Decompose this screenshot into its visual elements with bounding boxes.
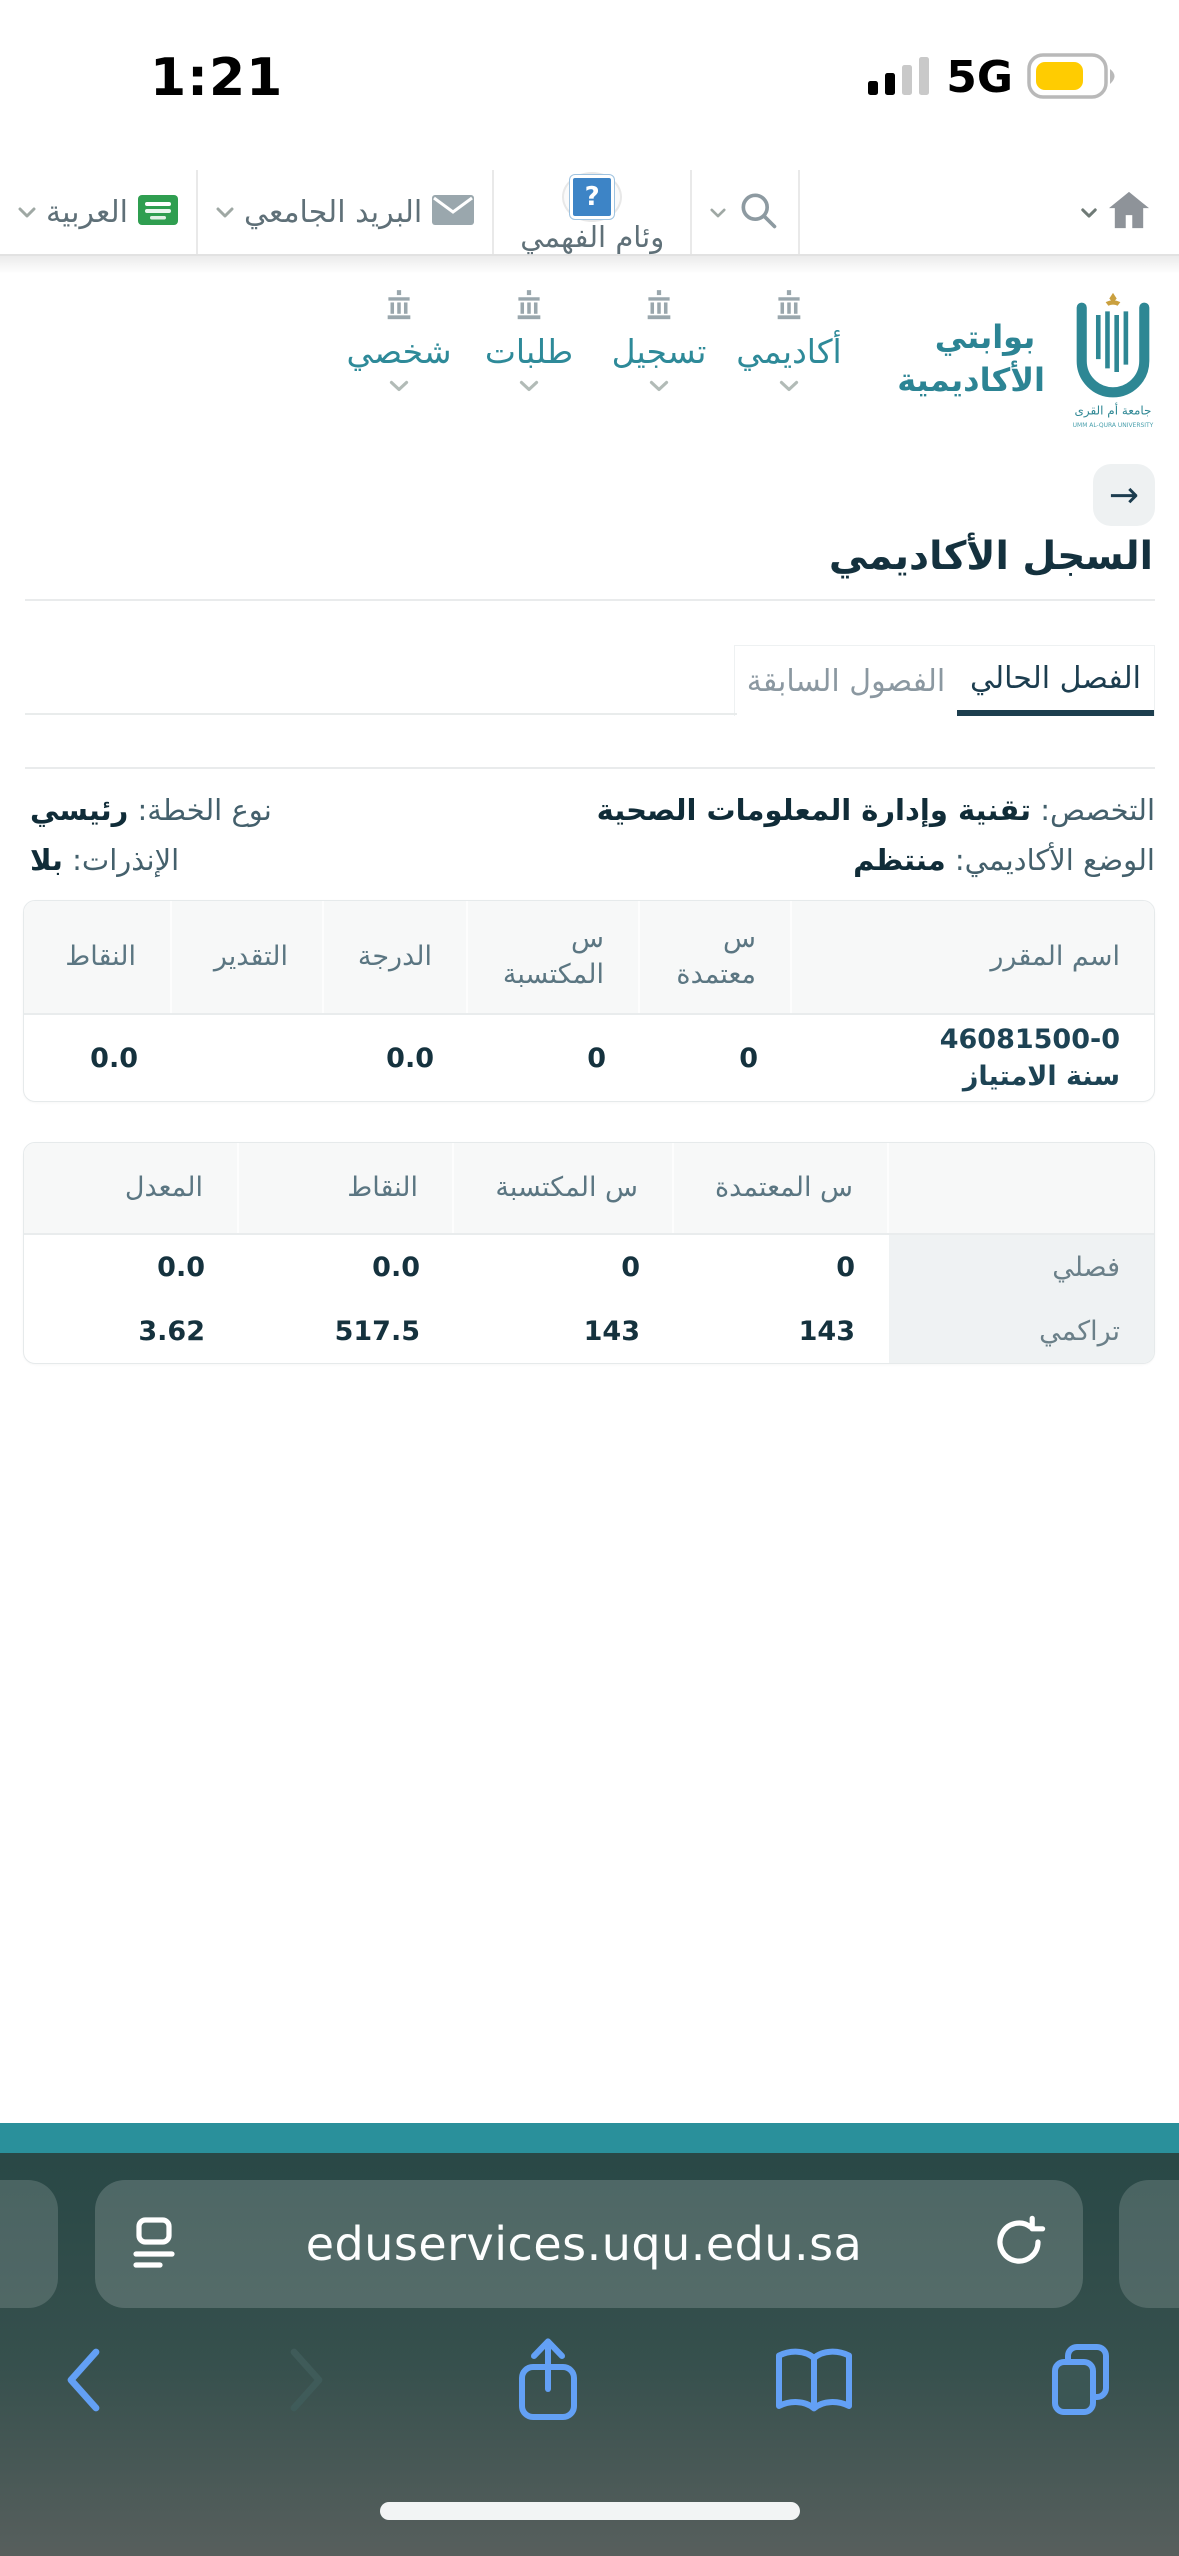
envelope-icon bbox=[432, 195, 474, 229]
student-info bbox=[30, 793, 1155, 893]
credited-cell: 0 bbox=[739, 1042, 758, 1074]
table-row bbox=[24, 1015, 1154, 1101]
search-button[interactable] bbox=[692, 170, 800, 254]
home-button[interactable] bbox=[1063, 170, 1179, 254]
status-icons bbox=[868, 52, 1119, 103]
chevron-down-icon bbox=[649, 377, 669, 396]
chevron-down-icon bbox=[519, 377, 539, 396]
tabs-baseline bbox=[25, 713, 737, 715]
chevron-down-icon bbox=[216, 203, 234, 222]
credited-cell: 0 bbox=[836, 1251, 855, 1283]
language-menu-label: العربية bbox=[46, 194, 128, 230]
points-cell: 517.5 bbox=[334, 1315, 420, 1347]
chevron-down-icon bbox=[710, 203, 726, 222]
language-menu[interactable] bbox=[0, 170, 198, 254]
tab-current-semester[interactable]: الفصل الحالي bbox=[957, 646, 1154, 716]
col-score: الدرجة bbox=[324, 901, 468, 1013]
nav-item-personal[interactable] bbox=[346, 288, 452, 396]
previous-tab-fragment[interactable] bbox=[0, 2180, 58, 2308]
table-row-cumulative bbox=[24, 1299, 1154, 1363]
info-academic-status: الوضع الأكاديمي: منتظم bbox=[853, 843, 1155, 877]
address-bar[interactable] bbox=[95, 2180, 1083, 2308]
tab-previous-semesters[interactable]: الفصول السابقة bbox=[746, 663, 946, 699]
network-type-label: 5G bbox=[946, 52, 1013, 103]
university-mail-menu[interactable] bbox=[198, 170, 494, 254]
earned-cell: 0 bbox=[621, 1251, 640, 1283]
gpa-summary-table bbox=[23, 1142, 1155, 1364]
logo-caption-en: UMM AL-QURA UNIVERSITY bbox=[1072, 422, 1154, 430]
signal-strength-icon bbox=[868, 56, 932, 100]
col-course-name: اسم المقرر bbox=[792, 901, 1154, 1013]
earned-cell: 143 bbox=[583, 1315, 640, 1347]
chevron-down-icon bbox=[18, 203, 36, 222]
bank-icon bbox=[382, 288, 416, 326]
chevron-down-icon bbox=[389, 377, 409, 396]
reload-icon[interactable] bbox=[991, 2214, 1047, 2274]
info-major: التخصص: تقنية وإدارة المعلومات الصحية bbox=[596, 793, 1155, 827]
courses-table-header bbox=[24, 901, 1154, 1015]
user-name-label: وئام الفهمي bbox=[520, 220, 665, 254]
bookmarks-icon[interactable] bbox=[771, 2344, 857, 2420]
chevron-down-icon bbox=[1081, 203, 1097, 222]
col-gpa: المعدل bbox=[24, 1143, 239, 1233]
battery-icon bbox=[1027, 53, 1119, 103]
status-time: 1:21 bbox=[150, 48, 284, 108]
safari-toolbar bbox=[64, 2335, 1120, 2429]
nav-label: أكاديمي bbox=[736, 332, 842, 371]
col-earned-hours: س المكتسبة bbox=[468, 901, 640, 1013]
points-cell: 0.0 bbox=[90, 1042, 138, 1074]
course-name: سنة الامتياز bbox=[962, 1061, 1120, 1092]
site-top-toolbar bbox=[0, 170, 1179, 256]
university-logo[interactable] bbox=[1067, 286, 1159, 440]
main-nav bbox=[346, 288, 842, 396]
university-mail-label: البريد الجامعي bbox=[244, 194, 423, 230]
next-tab-fragment[interactable] bbox=[1119, 2180, 1179, 2308]
col-credited-hours: س معتمدة bbox=[640, 901, 792, 1013]
logo-caption-ar: جامعة أم القرى bbox=[1074, 403, 1152, 418]
info-warnings: الإنذرات: بلا bbox=[30, 843, 180, 877]
home-indicator[interactable] bbox=[380, 2502, 800, 2520]
nav-item-requests[interactable] bbox=[484, 288, 574, 396]
earned-cell: 0 bbox=[587, 1042, 606, 1074]
col-grade: التقدير bbox=[172, 901, 324, 1013]
safari-bottom-chrome bbox=[0, 2153, 1179, 2556]
divider bbox=[25, 767, 1155, 769]
col-points: النقاط bbox=[239, 1143, 454, 1233]
page-footer-strip bbox=[0, 2123, 1179, 2153]
forward-nav-icon bbox=[288, 2347, 326, 2417]
summary-table-header bbox=[24, 1143, 1154, 1235]
points-cell: 0.0 bbox=[372, 1251, 420, 1283]
bank-icon bbox=[512, 288, 546, 326]
grade-cell bbox=[172, 1015, 324, 1101]
score-cell: 0.0 bbox=[386, 1042, 434, 1074]
search-icon bbox=[736, 188, 780, 236]
col-credited-hours: س المعتمدة bbox=[674, 1143, 889, 1233]
avatar bbox=[562, 172, 622, 222]
nav-label: شخصي bbox=[346, 332, 452, 371]
info-row bbox=[30, 793, 1155, 827]
back-nav-icon[interactable] bbox=[64, 2347, 102, 2417]
reader-view-icon[interactable] bbox=[131, 2214, 177, 2274]
url-text: eduservices.uqu.edu.sa bbox=[305, 2217, 863, 2271]
nav-label: تسجيل bbox=[611, 332, 707, 371]
col-earned-hours: س المكتسبة bbox=[454, 1143, 674, 1233]
info-row bbox=[30, 843, 1155, 877]
courses-table bbox=[23, 900, 1155, 1102]
nav-item-academic[interactable] bbox=[736, 288, 842, 396]
share-icon[interactable] bbox=[511, 2335, 585, 2429]
tabs-icon[interactable] bbox=[1042, 2341, 1120, 2423]
back-button[interactable] bbox=[1093, 464, 1155, 526]
user-menu[interactable] bbox=[494, 170, 692, 254]
back-arrow-icon: → bbox=[1108, 474, 1140, 516]
portal-title: بوابتي الأكاديمية bbox=[897, 318, 1045, 400]
semester-tabs bbox=[734, 645, 1155, 716]
chevron-down-icon bbox=[779, 377, 799, 396]
nav-item-registration[interactable] bbox=[611, 288, 707, 396]
credited-cell: 143 bbox=[798, 1315, 855, 1347]
table-row-semester bbox=[24, 1235, 1154, 1299]
gpa-cell: 3.62 bbox=[138, 1315, 205, 1347]
divider bbox=[25, 599, 1155, 601]
course-code: 46081500-0 bbox=[939, 1023, 1120, 1055]
bank-icon bbox=[642, 288, 676, 326]
row-label: تراكمي bbox=[889, 1299, 1154, 1363]
bank-icon bbox=[772, 288, 806, 326]
help-badge-icon: ? bbox=[570, 175, 614, 219]
language-flag-icon bbox=[138, 195, 178, 229]
course-name-cell bbox=[792, 1015, 1154, 1101]
info-plan-type: نوع الخطة: رئيسي bbox=[30, 793, 272, 827]
col-points: النقاط bbox=[24, 901, 172, 1013]
home-icon bbox=[1107, 190, 1151, 234]
row-label: فصلي bbox=[889, 1235, 1154, 1299]
gpa-cell: 0.0 bbox=[157, 1251, 205, 1283]
nav-label: طلبات bbox=[484, 332, 574, 371]
col-empty bbox=[889, 1143, 1154, 1233]
page-title: السجل الأكاديمي bbox=[828, 534, 1153, 579]
